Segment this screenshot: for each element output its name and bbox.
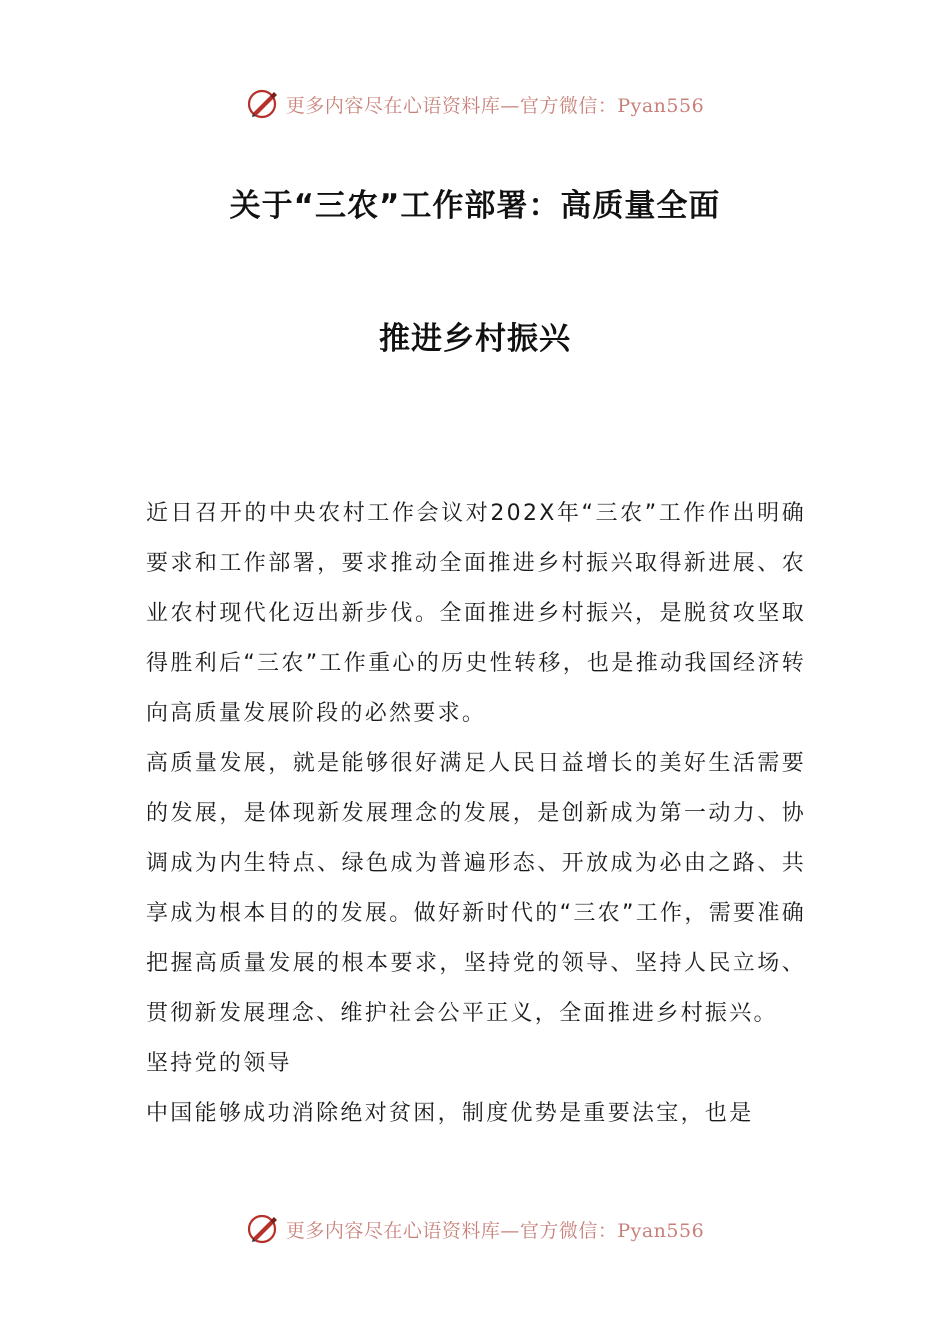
body-paragraph-1: 近日召开的中央农村工作会议对202X年“三农”工作作出明确要求和工作部署，要求推动全面推进乡村振兴取得新进展、农业农村现代化迈出新步伐。全面推进乡村振兴，是脱贫攻坚取得胜利后“三农”工作重心的历史性转移，也是推动我国经济转向高质量发展阶段的必然要求。	[146, 501, 806, 726]
header-watermark-text: 更多内容尽在心语资料库—官方微信：Pyan556	[285, 94, 705, 117]
document-title-line-2: 推进乡村振兴	[379, 321, 571, 357]
body-paragraph-2: 高质量发展，就是能够很好满足人民日益增长的美好生活需要的发展，是体现新发展理念的发展，是创新成为第一动力、协调成为内生特点、绿色成为普遍形态、开放成为必由之路、共享成为根本目的的发展。做好新时代的“三农”工作，需要准确把握高质量发展的根本要求，坚持党的领导、坚持人民立场、贯彻新发展理念、维护社会公平正义，全面推进乡村振兴。	[146, 751, 806, 1026]
pen-circle-logo-icon	[246, 87, 280, 121]
header-watermark-banner	[0, 84, 950, 124]
document-body	[146, 489, 806, 1139]
footer-watermark-text: 更多内容尽在心语资料库—官方微信：Pyan556	[285, 1219, 705, 1242]
body-paragraph-3: 中国能够成功消除绝对贫困，制度优势是重要法宝，也是	[146, 1101, 754, 1126]
section-heading: 坚持党的领导	[146, 1051, 292, 1076]
footer-watermark-banner	[0, 1209, 950, 1249]
pen-circle-logo-icon	[246, 1212, 280, 1246]
document-title-line-1: 关于“三农”工作部署：高质量全面	[229, 188, 721, 224]
